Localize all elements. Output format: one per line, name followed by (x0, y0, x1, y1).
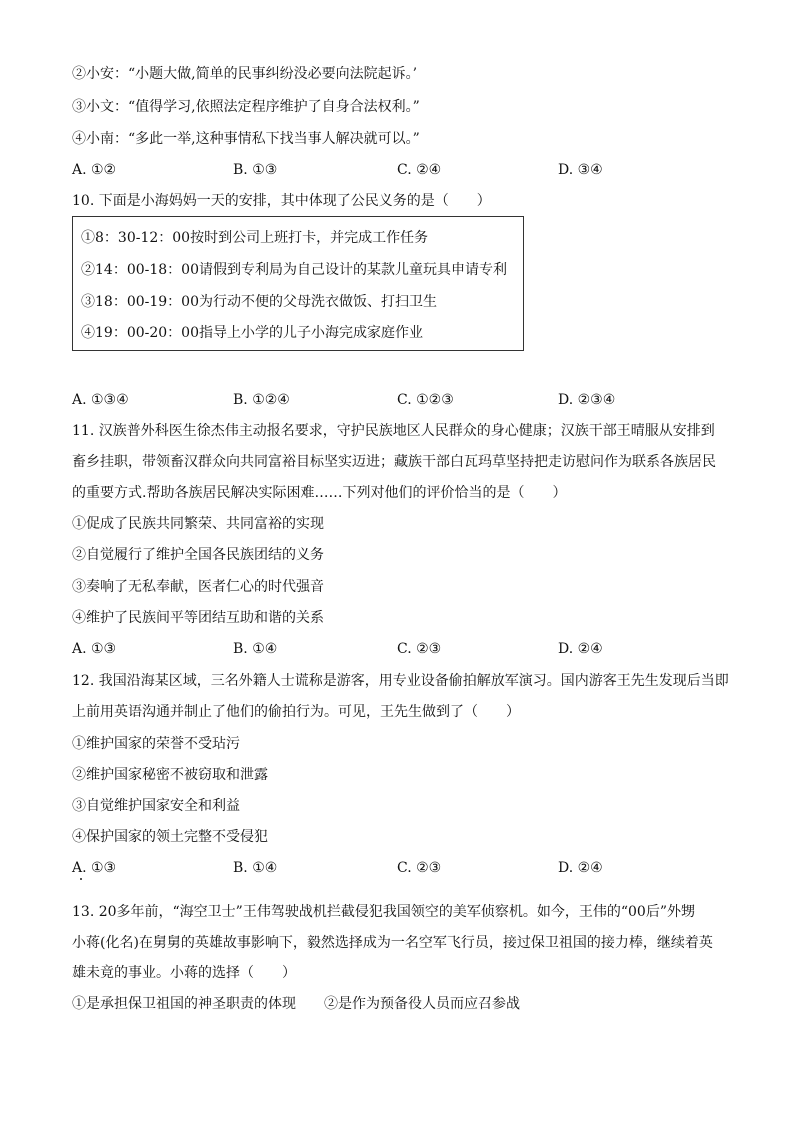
q11-item: ①促成了民族共同繁荣、共同富裕的实现 (72, 516, 324, 532)
q10-option-d: D. ②③④ (558, 392, 616, 408)
q10-schedule-item: ①8：30-12：00按时到公司上班打卡，并完成工作任务 (81, 230, 429, 246)
q10-option-a: A. ①③④ (72, 392, 129, 408)
q12-item: ④保护国家的领土完整不受侵犯 (72, 829, 268, 845)
q13-stem-line: 雄未竟的事业。小蒋的选择（ ） (72, 965, 296, 981)
q13-items-line: ①是承担保卫祖国的神圣职责的体现 ②是作为预备役人员而应召参战 (72, 996, 520, 1012)
q11-option-d: D. ②④ (558, 641, 603, 657)
q12-stem-line: 上前用英语沟通并制止了他们的偷拍行为。可见，王先生做到了（ ） (72, 704, 520, 720)
stray-mark (80, 878, 82, 880)
q12-item: ①维护国家的荣誉不受玷污 (72, 736, 240, 752)
q12-item: ③自觉维护国家安全和利益 (72, 798, 240, 814)
q10-schedule-item: ③18：00-19：00为行动不便的父母洗衣做饭、打扫卫生 (81, 294, 437, 310)
q12-option-a: A. ①③ (72, 860, 117, 876)
q10-stem: 10. 下面是小海妈妈一天的安排，其中体现了公民义务的是（ ） (72, 193, 491, 209)
q9-option-d: D. ③④ (558, 162, 603, 178)
q10-schedule-item: ②14：00-18：00请假到专利局为自己设计的某款儿童玩具申请专利 (81, 262, 507, 278)
q11-stem-line: 11. 汉族普外科医生徐杰伟主动报名要求，守护民族地区人民群众的身心健康；汉族干部王晴服从安排到 (72, 423, 715, 439)
q13-stem-line: 13. 20多年前，“海空卫士”王伟驾驶战机拦截侵犯我国领空的美军侦察机。如今，王伟的“00后”外甥 (72, 904, 695, 920)
q10-schedule-box (72, 216, 524, 351)
q13-stem-line: 小蒋(化名)在舅舅的英雄故事影响下，毅然选择成为一名空军飞行员，接过保卫祖国的接力棒，继续着英 (72, 935, 713, 951)
q11-stem-line: 的重要方式.帮助各族居民解决实际困难……下列对他们的评价恰当的是（ ） (72, 485, 567, 501)
q9-statement-4: ④小南：“多此一举,这种事情私下找当事人解决就可以。” (72, 131, 420, 147)
q11-option-a: A. ①③ (72, 641, 117, 657)
q12-option-b: B. ①④ (233, 860, 278, 876)
q11-option-c: C. ②③ (397, 641, 442, 657)
q9-option-b: B. ①③ (233, 162, 278, 178)
q10-schedule-item: ④19：00-20：00指导上小学的儿子小海完成家庭作业 (81, 325, 423, 341)
q11-item: ④维护了民族间平等团结互助和谐的关系 (72, 610, 324, 626)
q10-option-c: C. ①②③ (397, 392, 454, 408)
q12-item: ②维护国家秘密不被窃取和泄露 (72, 767, 268, 783)
q11-item: ②自觉履行了维护全国各民族团结的义务 (72, 547, 324, 563)
q12-option-c: C. ②③ (397, 860, 442, 876)
q11-option-b: B. ①④ (233, 641, 278, 657)
q9-option-c: C. ②④ (397, 162, 442, 178)
q9-statement-3: ③小文：“值得学习,依照法定程序维护了自身合法权利。” (72, 99, 420, 115)
q12-option-d: D. ②④ (558, 860, 603, 876)
q9-option-a: A. ①② (72, 162, 117, 178)
q12-stem-line: 12. 我国沿海某区域，三名外籍人士谎称是游客，用专业设备偷拍解放军演习。国内游客王先生发现后当即 (72, 673, 729, 689)
q11-item: ③奏响了无私奉献，医者仁心的时代强音 (72, 579, 324, 595)
q9-statement-2: ②小安：“小题大做,简单的民事纠纷没必要向法院起诉。’ (72, 66, 418, 82)
q10-option-b: B. ①②④ (233, 392, 290, 408)
q11-stem-line: 畜乡挂职，带领畜汉群众向共同富裕目标坚实迈进；藏族干部白瓦玛草坚持把走访慰问作为联系各族居民 (72, 454, 716, 470)
